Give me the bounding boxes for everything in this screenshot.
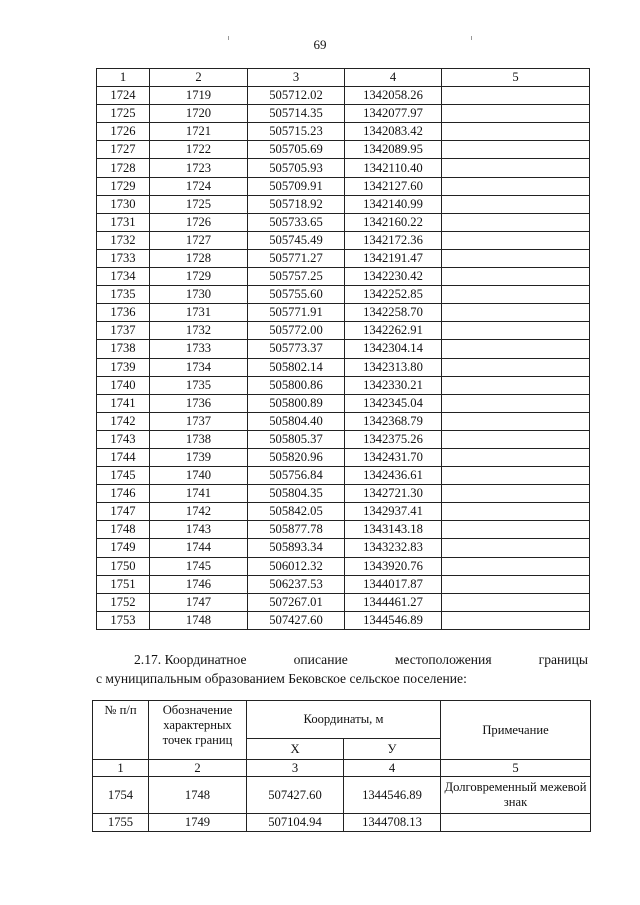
cell: 1724 xyxy=(97,87,150,105)
cell: 1727 xyxy=(97,141,150,159)
cell: 1342313.80 xyxy=(345,358,442,376)
table-header-row xyxy=(93,701,591,739)
cell: 507267.01 xyxy=(248,593,345,611)
column-number: 2 xyxy=(150,69,248,87)
cell xyxy=(442,557,590,575)
cell: 1749 xyxy=(97,539,150,557)
cell: 1342368.79 xyxy=(345,412,442,430)
cell: 1737 xyxy=(97,322,150,340)
table-row xyxy=(97,105,590,123)
cell: 1735 xyxy=(97,286,150,304)
cell xyxy=(442,430,590,448)
cell: 1342191.47 xyxy=(345,249,442,267)
table-row xyxy=(97,322,590,340)
column-number: 2 xyxy=(149,760,247,777)
cell xyxy=(442,231,590,249)
table-row xyxy=(93,777,591,814)
cell xyxy=(442,195,590,213)
cell: 1743 xyxy=(97,430,150,448)
table-row xyxy=(97,286,590,304)
table-row xyxy=(97,249,590,267)
column-number: 4 xyxy=(344,760,441,777)
cell: 1342937.41 xyxy=(345,503,442,521)
cell: 505800.86 xyxy=(248,376,345,394)
header-designation: Обозначение характерных точек границ xyxy=(149,701,247,760)
cell: 505842.05 xyxy=(248,503,345,521)
cell xyxy=(442,340,590,358)
column-numbers-row xyxy=(93,760,591,777)
table-row xyxy=(97,141,590,159)
cell: 1748 xyxy=(150,611,248,629)
cell: 505715.23 xyxy=(248,123,345,141)
cell: 1342721.30 xyxy=(345,485,442,503)
cell xyxy=(442,394,590,412)
header-x: Х xyxy=(247,739,344,760)
cell: 505804.35 xyxy=(248,485,345,503)
cell: 1343920.76 xyxy=(345,557,442,575)
cell: 1754 xyxy=(93,777,149,814)
header-y: У xyxy=(344,739,441,760)
cell: 507427.60 xyxy=(248,611,345,629)
cell: 1746 xyxy=(97,485,150,503)
header-note: Примечание xyxy=(441,701,591,760)
column-number: 4 xyxy=(345,69,442,87)
table-row xyxy=(97,503,590,521)
cell: 1739 xyxy=(150,448,248,466)
table-row xyxy=(97,430,590,448)
table-row xyxy=(97,611,590,629)
table-row xyxy=(97,394,590,412)
table-row xyxy=(97,593,590,611)
cell: 1732 xyxy=(150,322,248,340)
cell: 1342110.40 xyxy=(345,159,442,177)
cell: 1744 xyxy=(150,539,248,557)
cell: 1731 xyxy=(150,304,248,322)
cell: 505714.35 xyxy=(248,105,345,123)
cell: 507427.60 xyxy=(247,777,344,814)
section-heading-line2: с муниципальным образованием Бековское сельское поселение: xyxy=(96,671,467,686)
cell xyxy=(442,322,590,340)
cell: 1343232.83 xyxy=(345,539,442,557)
cell xyxy=(441,814,591,832)
cell: 1736 xyxy=(97,304,150,322)
cell: 505802.14 xyxy=(248,358,345,376)
table-row xyxy=(97,376,590,394)
cell xyxy=(442,376,590,394)
cell: 1727 xyxy=(150,231,248,249)
cell xyxy=(442,249,590,267)
table-row xyxy=(97,412,590,430)
cell xyxy=(442,87,590,105)
cell: 1750 xyxy=(97,557,150,575)
cell: 1741 xyxy=(150,485,248,503)
cell: 505773.37 xyxy=(248,340,345,358)
cell: 1344708.13 xyxy=(344,814,441,832)
section-heading-part: местоположения xyxy=(394,652,492,667)
cell xyxy=(442,485,590,503)
table-row xyxy=(97,521,590,539)
cell xyxy=(442,575,590,593)
cell: 1745 xyxy=(150,557,248,575)
cell: 507104.94 xyxy=(247,814,344,832)
column-number: 1 xyxy=(97,69,150,87)
header-coordinates: Координаты, м xyxy=(247,701,441,739)
cell: 1729 xyxy=(97,177,150,195)
cell: 1748 xyxy=(97,521,150,539)
boundary-description-table xyxy=(92,700,591,832)
cell: 1728 xyxy=(150,249,248,267)
cell: 1720 xyxy=(150,105,248,123)
cell: 1343143.18 xyxy=(345,521,442,539)
cell: 1742 xyxy=(97,412,150,430)
cell xyxy=(442,467,590,485)
cell xyxy=(442,123,590,141)
cell: 505705.69 xyxy=(248,141,345,159)
table-row xyxy=(97,123,590,141)
cell: 1738 xyxy=(97,340,150,358)
table-row xyxy=(97,231,590,249)
cell: 505757.25 xyxy=(248,268,345,286)
cell: 505755.60 xyxy=(248,286,345,304)
cell: 1739 xyxy=(97,358,150,376)
cell: 1747 xyxy=(97,503,150,521)
cell: 505771.27 xyxy=(248,249,345,267)
cell: 505800.89 xyxy=(248,394,345,412)
cell: 1726 xyxy=(150,213,248,231)
section-heading-part: 2.17. Координатное xyxy=(134,652,247,667)
cell: 1729 xyxy=(150,268,248,286)
section-heading-line1 xyxy=(96,650,588,669)
cell xyxy=(442,304,590,322)
cell: 1342140.99 xyxy=(345,195,442,213)
table-row xyxy=(97,195,590,213)
section-heading xyxy=(96,650,588,688)
cell: 1342345.04 xyxy=(345,394,442,412)
table-row xyxy=(97,467,590,485)
table-row xyxy=(97,304,590,322)
cell: 1342436.61 xyxy=(345,467,442,485)
table-row xyxy=(93,814,591,832)
cell: 1749 xyxy=(149,814,247,832)
cell: 1738 xyxy=(150,430,248,448)
cell: 1747 xyxy=(150,593,248,611)
cell: 505820.96 xyxy=(248,448,345,466)
cell: 505733.65 xyxy=(248,213,345,231)
cell: 1733 xyxy=(97,249,150,267)
cell: 1734 xyxy=(150,358,248,376)
table-row xyxy=(97,485,590,503)
section-heading-part: границы xyxy=(538,652,588,667)
cell xyxy=(442,286,590,304)
cell xyxy=(442,611,590,629)
cell: 1746 xyxy=(150,575,248,593)
cell: 1736 xyxy=(150,394,248,412)
cell: 505877.78 xyxy=(248,521,345,539)
cell: 1724 xyxy=(150,177,248,195)
coordinates-table xyxy=(96,68,590,630)
cell: 1342089.95 xyxy=(345,141,442,159)
cell xyxy=(442,105,590,123)
cell xyxy=(442,268,590,286)
table-header-row xyxy=(97,69,590,87)
cell: 505745.49 xyxy=(248,231,345,249)
cell: 1342252.85 xyxy=(345,286,442,304)
cell: 1744 xyxy=(97,448,150,466)
cell: 505756.84 xyxy=(248,467,345,485)
cell: 1726 xyxy=(97,123,150,141)
column-number: 5 xyxy=(442,69,590,87)
cell: 505712.02 xyxy=(248,87,345,105)
cell: 505709.91 xyxy=(248,177,345,195)
header-number: № п/п xyxy=(93,701,149,760)
cell: 1721 xyxy=(150,123,248,141)
cell: 1732 xyxy=(97,231,150,249)
cell: 1719 xyxy=(150,87,248,105)
cell: 1737 xyxy=(150,412,248,430)
cell: 1735 xyxy=(150,376,248,394)
table-row xyxy=(97,448,590,466)
table-row xyxy=(97,358,590,376)
cell: 1342083.42 xyxy=(345,123,442,141)
column-number: 3 xyxy=(247,760,344,777)
cell: 1742 xyxy=(150,503,248,521)
cell: 1344546.89 xyxy=(344,777,441,814)
section-heading-part: описание xyxy=(293,652,348,667)
table-row xyxy=(97,340,590,358)
cell: 1342077.97 xyxy=(345,105,442,123)
cell: 1344546.89 xyxy=(345,611,442,629)
table-row xyxy=(97,87,590,105)
cell: 1342127.60 xyxy=(345,177,442,195)
cell: 505893.34 xyxy=(248,539,345,557)
cell: 1733 xyxy=(150,340,248,358)
cell: 1342058.26 xyxy=(345,87,442,105)
cell: 506012.32 xyxy=(248,557,345,575)
table-row xyxy=(97,575,590,593)
cell: 1745 xyxy=(97,467,150,485)
column-number: 1 xyxy=(93,760,149,777)
cell: 505705.93 xyxy=(248,159,345,177)
cell: 505718.92 xyxy=(248,195,345,213)
cell: 1342230.42 xyxy=(345,268,442,286)
cell xyxy=(442,177,590,195)
cell xyxy=(442,159,590,177)
coordinates-table-body xyxy=(97,87,590,630)
column-number: 5 xyxy=(441,760,591,777)
cell xyxy=(442,412,590,430)
cell: 505804.40 xyxy=(248,412,345,430)
cell xyxy=(442,539,590,557)
table-row xyxy=(97,539,590,557)
cell: 1342431.70 xyxy=(345,448,442,466)
cell: Долговременный межевой знак xyxy=(441,777,591,814)
table-row xyxy=(97,177,590,195)
cell: 1743 xyxy=(150,521,248,539)
cell: 1751 xyxy=(97,575,150,593)
cell: 1755 xyxy=(93,814,149,832)
cell xyxy=(442,213,590,231)
table-row xyxy=(97,268,590,286)
cell: 1740 xyxy=(150,467,248,485)
cell: 1723 xyxy=(150,159,248,177)
cell xyxy=(442,141,590,159)
cell: 1722 xyxy=(150,141,248,159)
cell: 1753 xyxy=(97,611,150,629)
cell: 1734 xyxy=(97,268,150,286)
cell: 1344017.87 xyxy=(345,575,442,593)
column-number: 3 xyxy=(248,69,345,87)
cell: 1730 xyxy=(150,286,248,304)
cell: 1342375.26 xyxy=(345,430,442,448)
cell xyxy=(442,448,590,466)
cell: 505805.37 xyxy=(248,430,345,448)
cell: 1741 xyxy=(97,394,150,412)
cell xyxy=(442,503,590,521)
cell: 1342172.36 xyxy=(345,231,442,249)
cell: 1730 xyxy=(97,195,150,213)
table-row xyxy=(97,557,590,575)
cell xyxy=(442,521,590,539)
cell: 1342160.22 xyxy=(345,213,442,231)
cell: 1344461.27 xyxy=(345,593,442,611)
cell: 1342330.21 xyxy=(345,376,442,394)
page-number: 69 xyxy=(313,37,327,52)
cell: 1740 xyxy=(97,376,150,394)
cell: 1725 xyxy=(150,195,248,213)
cell xyxy=(442,358,590,376)
cell: 1731 xyxy=(97,213,150,231)
cell: 1752 xyxy=(97,593,150,611)
cell xyxy=(442,593,590,611)
cell: 1342258.70 xyxy=(345,304,442,322)
cell: 1728 xyxy=(97,159,150,177)
cell: 506237.53 xyxy=(248,575,345,593)
cell: 1342304.14 xyxy=(345,340,442,358)
cell: 1725 xyxy=(97,105,150,123)
cell: 505771.91 xyxy=(248,304,345,322)
table-row xyxy=(97,159,590,177)
cell: 1748 xyxy=(149,777,247,814)
cell: 1342262.91 xyxy=(345,322,442,340)
table-row xyxy=(97,213,590,231)
cell: 505772.00 xyxy=(248,322,345,340)
